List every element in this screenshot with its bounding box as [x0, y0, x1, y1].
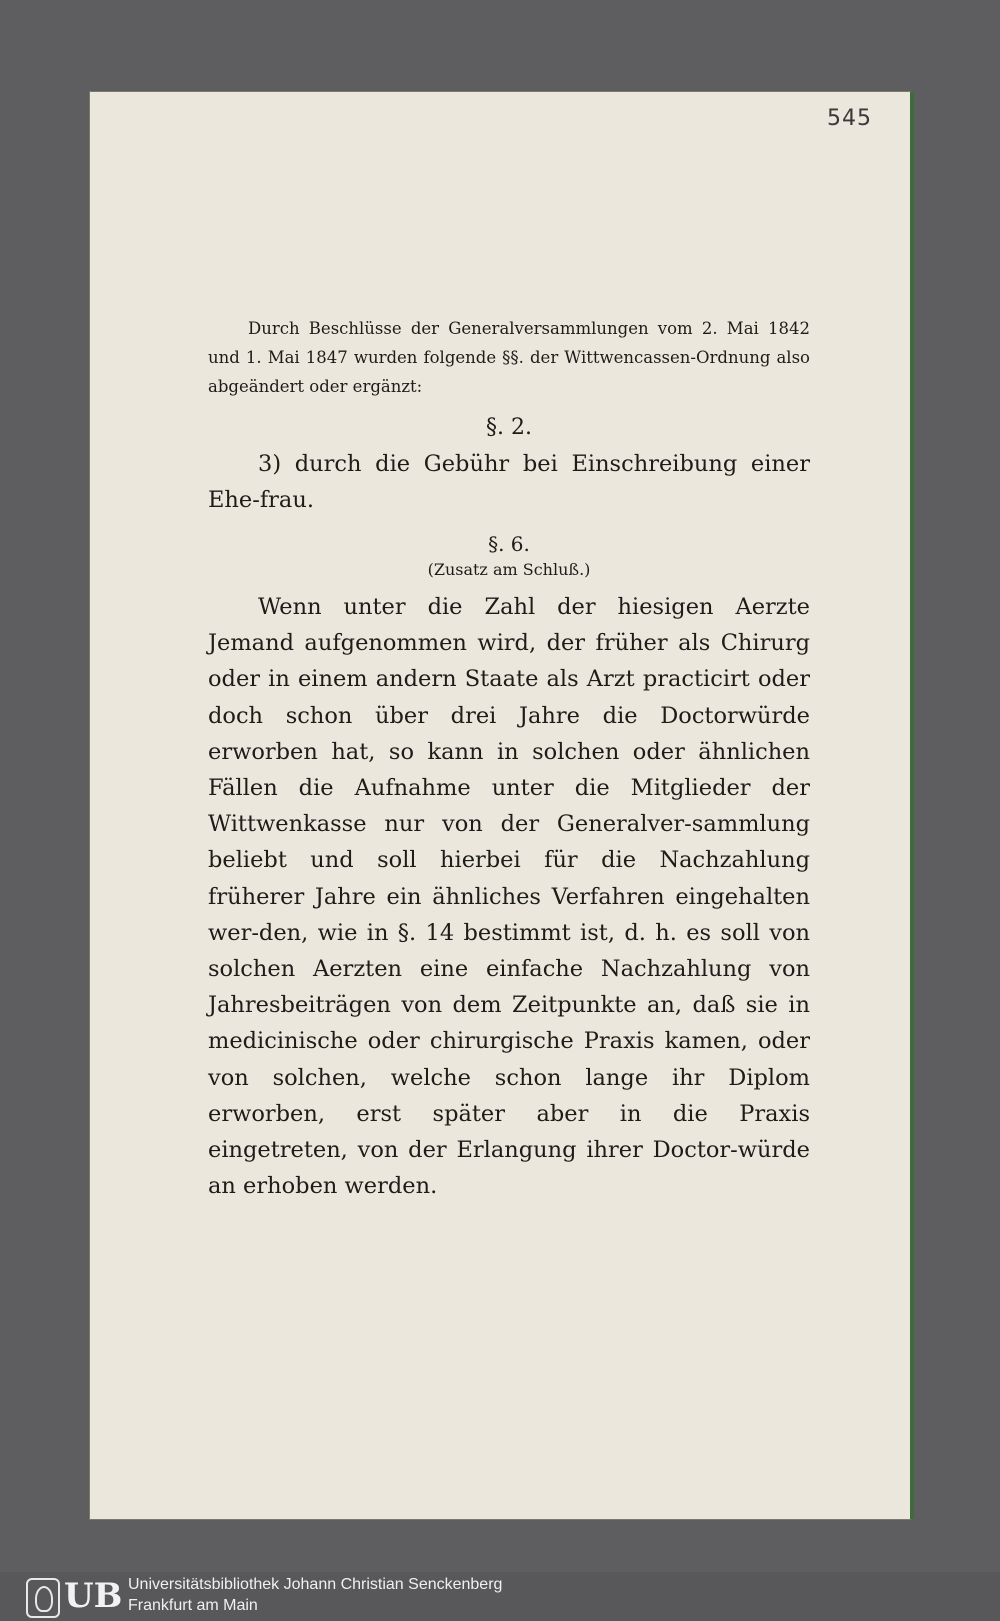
library-name: Universitätsbibliothek Johann Christian Senckenberg	[128, 1576, 503, 1593]
folio-number: 545	[827, 106, 872, 131]
intro-paragraph: Durch Beschlüsse der Generalversammlungen vom 2. Mai 1842 und 1. Mai 1847 wurden folgende §§. der Wittwencassen-Ordnung also abgeändert oder ergänzt:	[208, 319, 810, 396]
section-heading-6: §. 6.	[488, 532, 530, 556]
seal-icon	[26, 1578, 60, 1618]
ub-logo[interactable]: UB	[64, 1576, 123, 1616]
library-city: Frankfurt am Main	[128, 1597, 258, 1614]
scanned-page	[90, 92, 910, 1519]
page-edge	[910, 92, 914, 1519]
section-6-note: (Zusatz am Schluß.)	[427, 560, 591, 579]
section-6-body: Wenn unter die Zahl der hiesigen Aerzte Jemand aufgenommen wird, der früher als Chirurg oder in einem andern Staate als Arzt practicirt oder doch schon über drei Jahre die Doctorwürde erworben hat, so kann in solchen oder ähnlichen Fällen die Aufnahme unter die Mitglieder der Wittwenkasse nur von der Generalver-sammlung beliebt und soll hierbei für die Nachzahlung früherer Jahre ein ähnliches Verfahren eingehalten wer-den, wie in §. 14 bestimmt ist, d. h. es soll von solchen Aerzten eine einfache Nachzahlung von Jahresbeiträgen von dem Zeitpunkte an, daß sie in medicinische oder chirurgische Praxis kamen, oder von solchen, welche schon lange ihr Diplom erworben, erst später aber in die Praxis eingetreten, von der Erlangung ihrer Doctor-würde an erhoben werden.	[208, 594, 810, 1200]
page-text	[208, 314, 810, 1204]
library-footer	[0, 1572, 1000, 1621]
section-2-item: 3) durch die Gebühr bei Einschreibung einer Ehe-frau.	[208, 451, 810, 513]
section-heading-2: §. 2.	[486, 415, 532, 440]
